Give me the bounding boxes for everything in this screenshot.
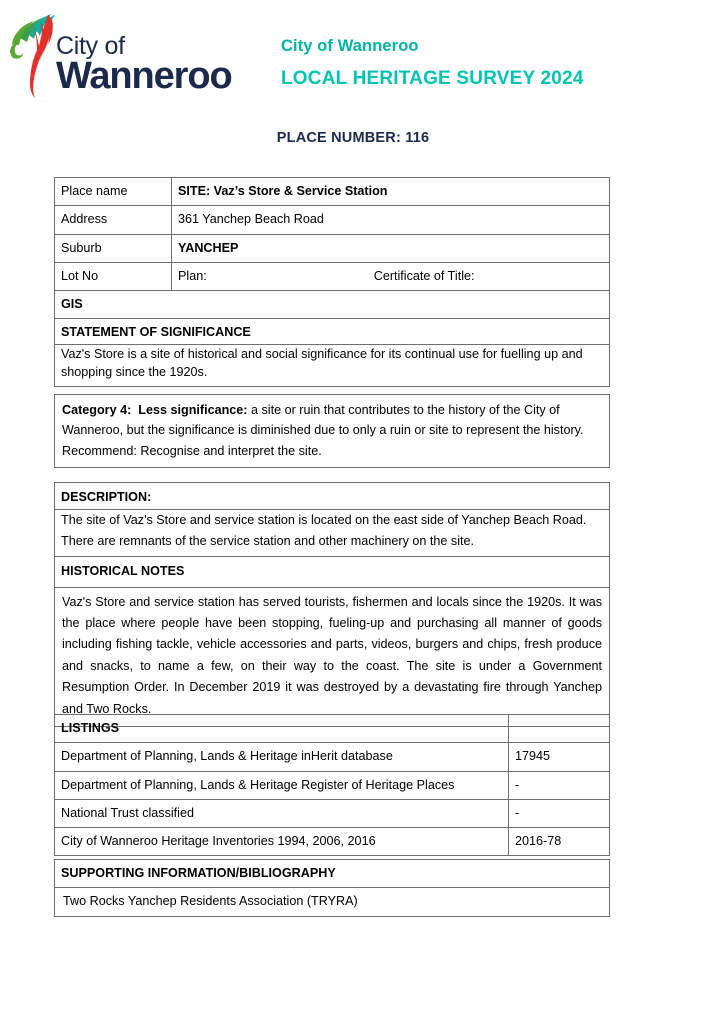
table-row (55, 510, 610, 557)
header-titles (281, 38, 701, 88)
table-row (55, 234, 610, 262)
statement-of-significance-heading: STATEMENT OF SIGNIFICANCE (55, 319, 610, 344)
header-subtitle: City of Wanneroo (281, 37, 419, 55)
table-row (55, 344, 610, 387)
listing-name: National Trust classified (55, 799, 509, 827)
category-table (54, 394, 610, 468)
table-row (55, 587, 610, 726)
supporting-information-table (54, 859, 610, 917)
table-row (55, 799, 610, 827)
identity-table (54, 177, 610, 387)
address-label: Address (55, 206, 172, 234)
category-label: Category 4: (62, 403, 132, 417)
historical-notes-body: Vaz's Store and service station has served tourists, fishermen and locals since the 1920s. It was the place where people have been stopping, fueling-up and purchasing all manner of goods including fishing tackle, vehicle accessories and parts, videos, burgers and chips, fresh produce and snacks, to name a few, on their way to the coast. The site is under a Government Resumption Order. In December 2019 it was destroyed by a devastating fire through Yanchep and Two Rocks. (55, 587, 610, 726)
logo-wordmark (56, 34, 246, 95)
table-row (55, 206, 610, 234)
page-title: LOCAL HERITAGE SURVEY 2024 (281, 67, 584, 89)
table-row (55, 319, 610, 344)
supporting-information-heading: SUPPORTING INFORMATION/BIBLIOGRAPHY (55, 860, 610, 888)
table-row (55, 771, 610, 799)
listing-name: Department of Planning, Lands & Heritage Register of Heritage Places (55, 771, 509, 799)
listings-heading-value (509, 715, 610, 743)
table-row (55, 483, 610, 510)
listings-table (54, 714, 610, 856)
address-value: 361 Yanchep Beach Road (172, 206, 610, 234)
page-header (0, 0, 706, 115)
place-name-value: SITE: Vaz’s Store & Service Station (172, 178, 610, 206)
table-row (55, 395, 610, 468)
logo-city-text: City of (56, 32, 125, 60)
category-sublabel: Less significance: (138, 403, 248, 417)
table-row (55, 178, 610, 206)
suburb-value: YANCHEP (172, 234, 610, 262)
suburb-label: Suburb (55, 234, 172, 262)
table-row (55, 715, 610, 743)
description-heading: DESCRIPTION: (55, 483, 610, 510)
listing-value: - (509, 799, 610, 827)
logo-wanneroo-text: Wanneroo (56, 55, 232, 97)
table-row (55, 291, 610, 319)
listing-value: 2016-78 (509, 828, 610, 856)
supporting-information-body: Two Rocks Yanchep Residents Association (TRYRA) (55, 888, 610, 916)
listing-value: - (509, 771, 610, 799)
category-text: a site or ruin that contributes to the history of the City of Wanneroo, but the significance is diminished due to only a ruin or site to represent the history. Recommend: Recognise and interpret the site. (62, 403, 584, 458)
listing-name: City of Wanneroo Heritage Inventories 1994, 2006, 2016 (55, 828, 509, 856)
table-row (55, 262, 610, 290)
listing-name: Department of Planning, Lands & Heritage inHerit database (55, 743, 509, 771)
table-row (55, 860, 610, 888)
gis-label: GIS (55, 291, 610, 319)
certificate-of-title-label: Certificate of Title: (373, 268, 475, 283)
historical-notes-heading: HISTORICAL NOTES (55, 557, 610, 587)
listing-value: 17945 (509, 743, 610, 771)
place-name-label: Place name (55, 178, 172, 206)
table-row (55, 557, 610, 587)
plan-label: Plan: (178, 268, 207, 283)
table-row (55, 828, 610, 856)
table-row (55, 888, 610, 916)
table-row (55, 743, 610, 771)
statement-of-significance-body: Vaz's Store is a site of historical and social significance for its continual use for fuelling up and shopping since the 1920s. (55, 344, 610, 387)
category-cell (55, 395, 610, 468)
listings-heading: LISTINGS (55, 715, 509, 743)
description-body: The site of Vaz's Store and service station is located on the east side of Yanchep Beach Road. There are remnants of the service station and other machinery on the site. (55, 510, 610, 557)
description-table (54, 482, 610, 727)
place-number: PLACE NUMBER: 116 (276, 130, 430, 146)
lot-no-label: Lot No (55, 262, 172, 290)
city-of-wanneroo-logo (8, 12, 240, 98)
lot-no-value (172, 262, 610, 290)
